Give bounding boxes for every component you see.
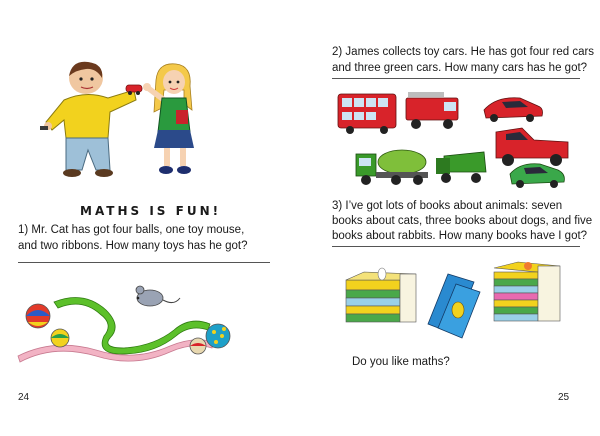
red-bus [338,94,396,134]
toys-illustration [14,276,250,366]
page-number-right: 25 [558,392,570,403]
books-illustration [342,254,582,344]
problem-2-line-1: 2) James collects toy cars. He has got four red cars [332,46,595,58]
green-cement-mixer [356,150,428,185]
page-title: MATHS IS FUN! [80,204,222,218]
divider-right-2 [332,246,580,247]
red-fire-truck [406,92,458,129]
girl-figure [143,64,194,174]
green-car [510,164,564,188]
divider-left [18,262,270,263]
ball-2 [51,329,69,347]
boy-figure [40,62,142,177]
right-page [300,0,600,436]
green-dump-truck [436,152,486,183]
toy-mouse [136,286,180,306]
problem-1-line-1: 1) Mr. Cat has got four balls, one toy mouse, [18,224,245,236]
red-sports-car [484,98,543,122]
red-pickup [496,128,568,166]
page-number-left: 24 [18,392,30,403]
ball-3 [206,324,230,348]
ball-4 [190,338,206,354]
problem-3-line-2: books about cats, three books about dogs, and five [332,215,593,227]
problem-3-line-1: 3) I’ve got lots of books about animals: seven [332,200,563,212]
problem-1-line-2: and two ribbons. How many toys has he got? [18,240,248,252]
cars-illustration [336,88,576,192]
children-illustration [38,60,208,190]
ball-1 [26,304,50,328]
closing-question: Do you like maths? [352,356,450,368]
problem-2-line-2: and three green cars. How many cars has he got? [332,62,588,74]
dog-book-stack [428,274,480,338]
divider-right-1 [332,78,580,79]
rabbit-book-stack [346,268,416,322]
cat-book-stack [494,262,560,321]
problem-3-line-3: books about rabbits. How many books have I got? [332,230,588,242]
